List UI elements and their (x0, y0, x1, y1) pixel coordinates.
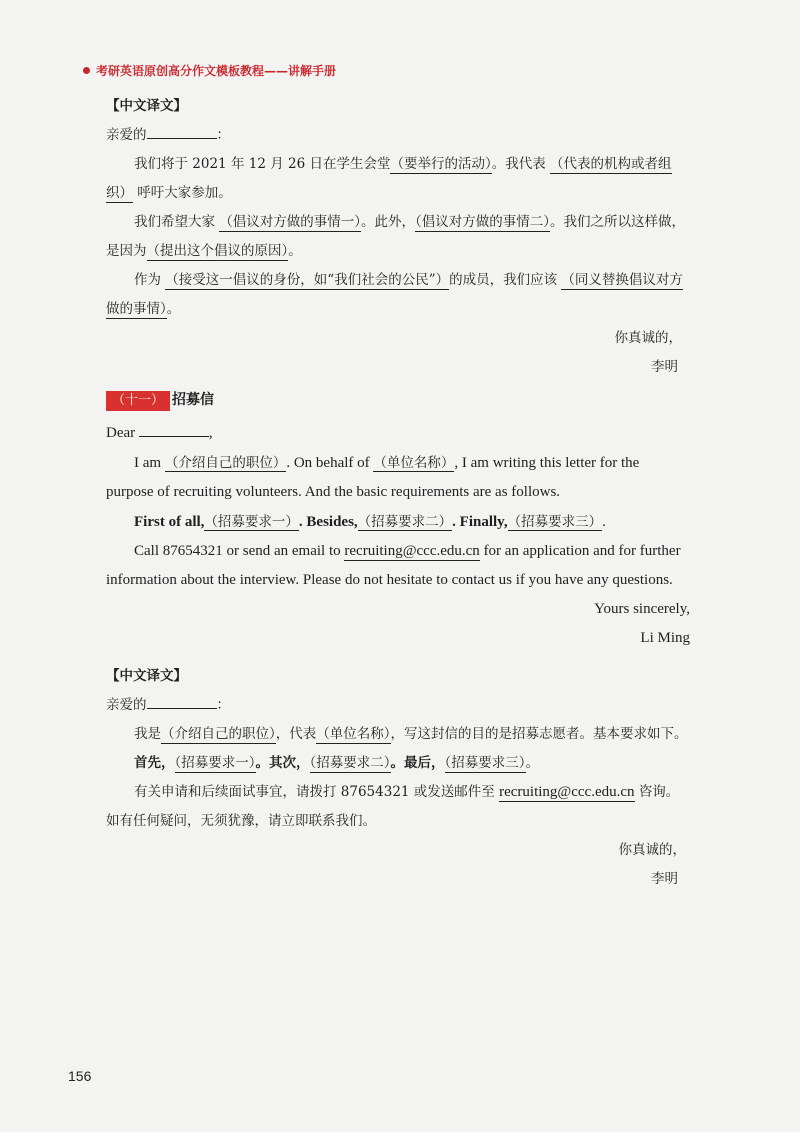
signature: Li Ming (640, 630, 690, 646)
email-link: recruiting@ccc.edu.cn (344, 543, 480, 559)
section-number-tag: （十一） (106, 391, 170, 411)
name-blank (147, 124, 217, 139)
recruitment-letter-section (106, 386, 690, 653)
closing: 你真诚的， (614, 330, 682, 346)
closing: 你真诚的， (618, 842, 686, 858)
paragraph-3: 有关申请和后续面试事宜，请拨打 87654321 或发送邮件至 recruiting@ccc.edu.cn 咨询。如有任何疑问，无须犹豫，请立即联系我们。 (106, 784, 680, 829)
section-heading: 【中文译文】 (106, 98, 187, 114)
paragraph-3: Call 87654321 or send an email to recruiting@ccc.edu.cn for an application and for further information about the interview. Please do not hesitate to contact us if you have any questions. (106, 543, 681, 588)
paragraph-3: 作为 （接受这一倡议的身份，如“我们社会的公民”）的成员，我们应该 （同义替换倡议对方做的事情）。 (106, 272, 683, 317)
section-title-row (106, 386, 690, 415)
email-link: recruiting@ccc.edu.cn (499, 784, 635, 800)
paragraph-2: First of all,（招募要求一）. Besides,（招募要求二）. Finally,（招募要求三）. (134, 514, 606, 530)
salutation: 亲爱的 ： (106, 691, 690, 720)
name-blank (147, 694, 217, 709)
section-heading: 【中文译文】 (106, 668, 187, 684)
name-blank (139, 422, 209, 437)
salutation: 亲爱的 ： (106, 121, 690, 150)
page-number: 156 (68, 1068, 92, 1084)
paragraph-1: I am （介绍自己的职位）. On behalf of （单位名称）, I am writing this letter for the purpose of recruiting volunteers. And the basic requirements are as follows. (106, 455, 640, 500)
signature: 李明 (651, 871, 678, 887)
header-title: 考研英语原创高分作文模板教程——讲解手册 (96, 64, 337, 78)
salutation: Dear , (106, 419, 690, 448)
paragraph-2: 首先，（招募要求一）。其次，（招募要求二）。最后，（招募要求三）。 (134, 755, 539, 771)
translation-section-2 (106, 662, 690, 894)
section-title: 招募信 (172, 392, 215, 408)
translation-section-1 (106, 92, 690, 382)
header-bullet-icon (83, 67, 90, 74)
paragraph-2: 我们希望大家 （倡议对方做的事情一）。此外，（倡议对方做的事情二）。我们之所以这样做，是因为（提出这个倡议的原因）。 (106, 214, 686, 259)
paragraph-1: 我是（介绍自己的职位），代表（单位名称），写这封信的目的是招募志愿者。基本要求如下。 (134, 726, 688, 742)
signature: 李明 (651, 359, 678, 375)
paragraph-1: 我们将于 2021 年 12 月 26 日在学生会堂（要举行的活动）。我代表 （代表的机构或者组织） 呼吁大家参加。 (106, 156, 672, 201)
running-header (83, 62, 336, 79)
closing: Yours sincerely, (594, 601, 690, 617)
